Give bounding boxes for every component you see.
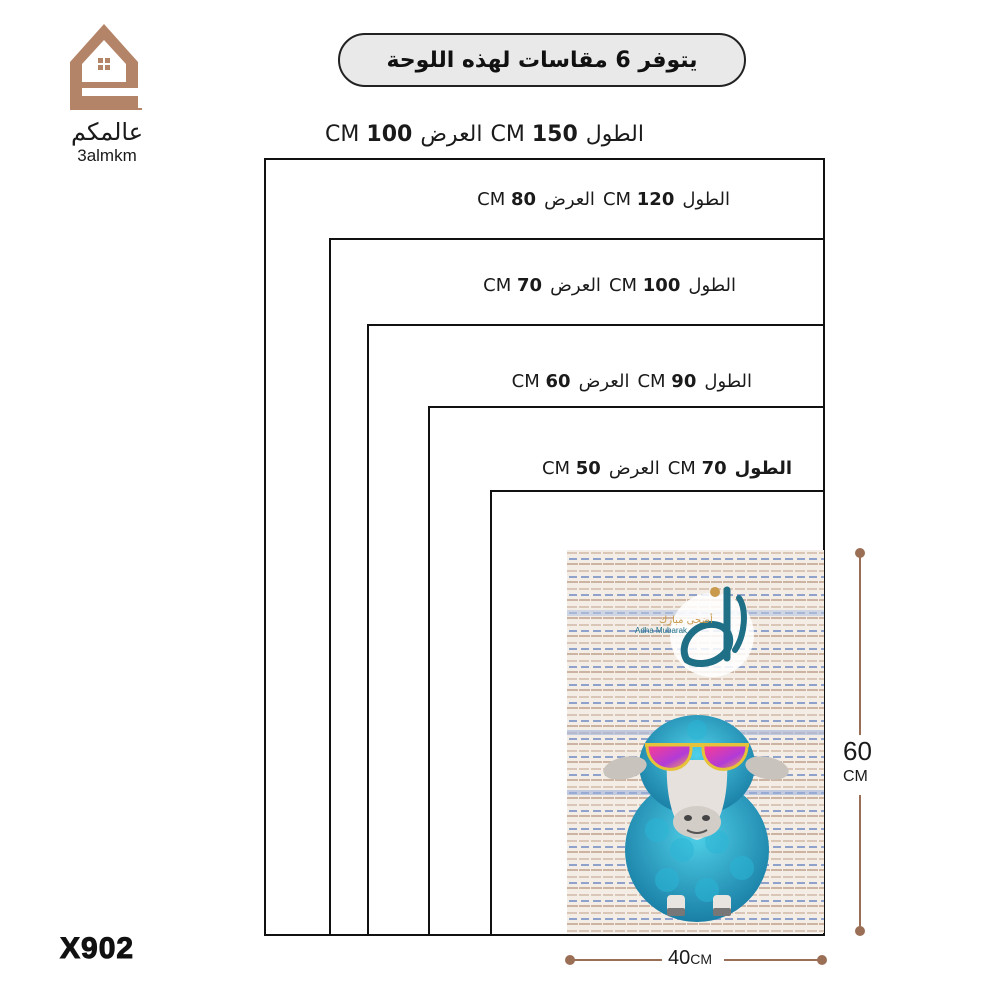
- size-label-70x50: الطول70 CMالعرض50 CM: [541, 458, 792, 479]
- greeting-arabic: أضحى مبارك: [659, 615, 713, 626]
- greeting-english: Adha Mubarak: [635, 626, 688, 635]
- size-label-100x70: الطول100 CMالعرض70 CM: [483, 275, 736, 296]
- product-code: X902: [60, 932, 135, 965]
- height-value: 60: [843, 736, 872, 766]
- house-logo-icon: [52, 12, 162, 122]
- size-label-120x80: الطول120 CMالعرض80 CM: [477, 189, 730, 210]
- size-label-150x100: الطول150 CMالعرض100 CM: [325, 122, 644, 147]
- poster-illustration: [567, 550, 824, 933]
- sizes-title: يتوفر 6 مقاسات لهذه اللوحة: [338, 33, 746, 87]
- width-value: 40CM: [668, 947, 713, 969]
- brand-name-arabic: عالمكم: [70, 118, 144, 146]
- brand-name-english: 3almkm: [77, 146, 137, 165]
- height-unit: CM: [843, 768, 868, 785]
- poster-artwork: [567, 550, 824, 933]
- width-unit: CM: [690, 951, 713, 967]
- size-label-90x60: الطول90 CMالعرض60 CM: [511, 371, 752, 392]
